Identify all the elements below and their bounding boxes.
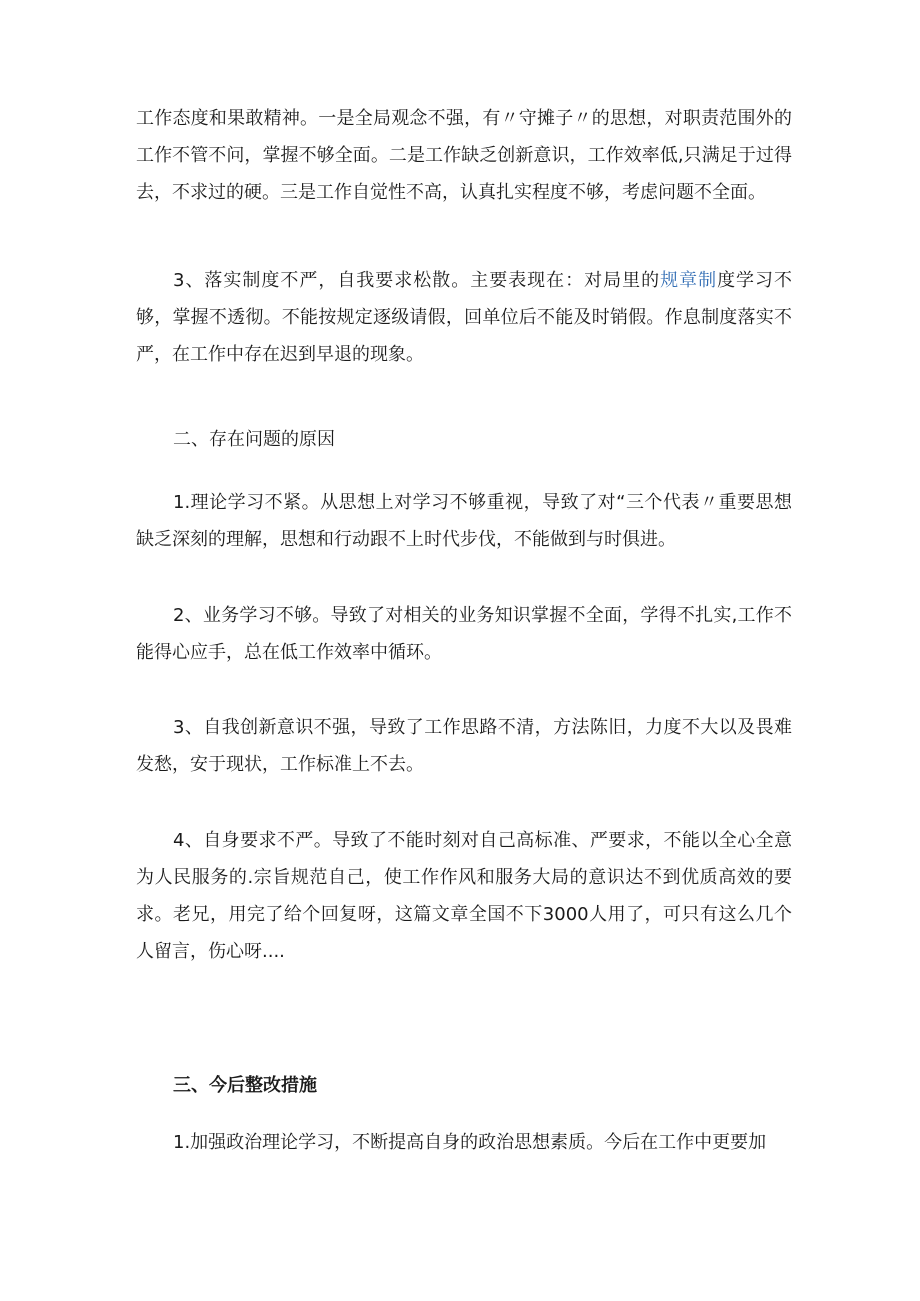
paragraph-system-lax-end: 度学习不够，掌握不透彻。不能按规定逐级请假，回单位后不能及时销假。作息制度落实不严，在工作中存在迟到早退的现象。	[136, 270, 793, 365]
paragraph-measure-theory: 1.加强政治理论学习，不断提高自身的政治思想素质。今后在工作中更要加	[173, 1132, 767, 1153]
paragraph-work-attitude: 工作态度和果敢精神。一是全局观念不强，有〃守摊子〃的思想，对职责范围外的工作不管不问，掌握不够全面。二是工作缺乏创新意识，工作效率低,只满足于过得去，不求过的硬。三是工作自觉性不高，认真扎实程度不够，考虑问题不全面。	[136, 108, 792, 203]
paragraph-cause-business: 2、业务学习不够。导致了对相关的业务知识掌握不全面，学得不扎实,工作不能得心应手，总在低工作效率中循环。	[136, 605, 792, 663]
paragraph-cause-innovation: 3、自我创新意识不强，导致了工作思路不清，方法陈旧，力度不大以及畏难发愁，安于现状，工作标准上不去。	[136, 717, 792, 775]
paragraph-cause-theory: 1.理论学习不紧。从思想上对学习不够重视，导致了对“三个代表〃重要思想缺乏深刻的理解，思想和行动跟不上时代步伐，不能做到与时俱进。	[136, 492, 792, 550]
section-heading-measures: 三、今后整改措施	[173, 1075, 317, 1096]
paragraph-system-lax-start: 3、落实制度不严，自我要求松散。主要表现在：对局里的	[173, 270, 661, 291]
paragraph-system-lax	[136, 262, 792, 373]
rules-link[interactable]: 规章制	[660, 270, 718, 291]
section-heading-causes: 二、存在问题的原因	[173, 429, 335, 450]
paragraph-cause-self-requirements: 4、自身要求不严。导致了不能时刻对自己高标准、严要求，不能以全心全意为人民服务的.宗旨规范自己，使工作作风和服务大局的意识达不到优质高效的要求。老兄，用完了给个回复呀，这篇文章全国不下3000人用了，可只有这么几个人留言，伤心呀....	[136, 830, 792, 962]
